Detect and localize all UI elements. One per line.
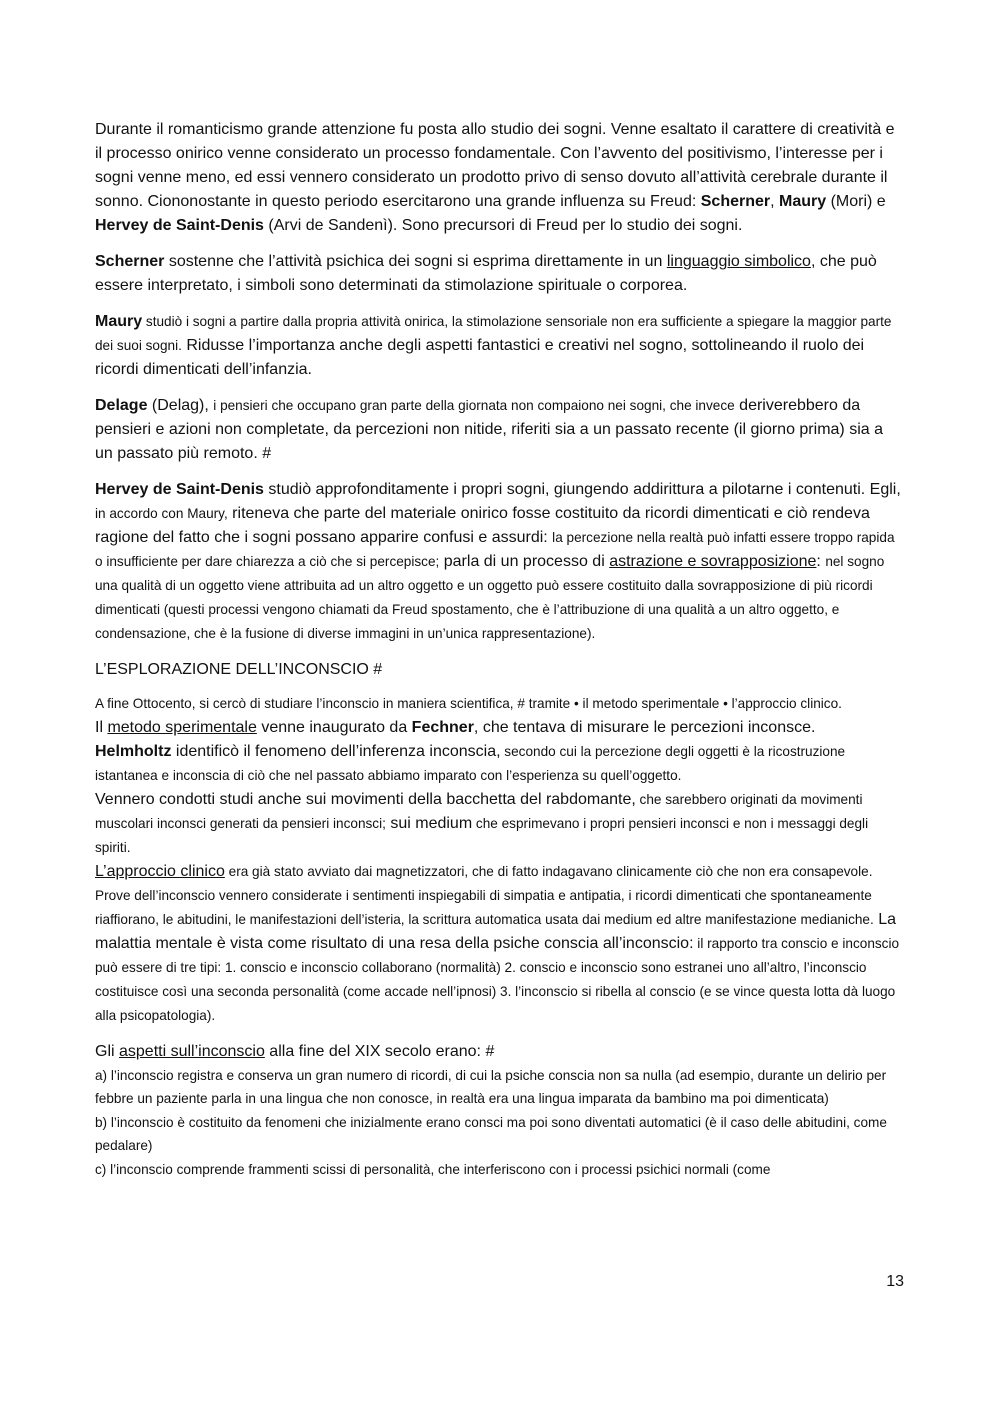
paragraph-rabdomante	[95, 788, 905, 860]
text: , che può essere interpretato, i simboli sono determinati da stimolazione spirituale o corporea.	[95, 253, 877, 294]
text: studiò approfonditamente i propri sogni, giungendo addirittura a pilotarne i contenuti. Egli,	[263, 481, 901, 498]
paragraph-hervey	[95, 478, 905, 646]
underlined-approccio-clinico: L’approccio clinico	[95, 862, 225, 880]
text: deriverebbero da pensieri e azioni non completate, da percezioni non nitide, riferiti sia a un passato recente (il giorno prima) sia a un passato più remoto. #	[95, 397, 883, 462]
small-text: era già stato avviato dai magnetizzatori, che di fatto indagavano clinicamente ciò che non era consapevole. Prove dell’inconscio vennero considerate i sentimenti inspiegabili di simpatia e antipatia, i ricordi dimenticati che spontaneamente riaffiorano, le abitudini, le manifestazioni dell’isteria, la scrittura automatica usata dai medium ed altre manifestazione medianiche.	[95, 863, 874, 927]
text: Vennero condotti studi anche sui movimenti della bacchetta del rabdomante,	[95, 790, 636, 808]
small-text: studiò i sogni a partire dalla propria attività onirica, la stimolazione sensoriale non era sufficiente a spiegare la maggior parte dei suoi sogni.	[95, 314, 892, 353]
text: parla di un processo di	[439, 553, 610, 570]
bold-hervey: Hervey de Saint-Denis	[95, 217, 264, 234]
paragraph-metodo-sperimentale	[95, 716, 905, 740]
underlined-aspetti-inconscio: aspetti sull’inconscio	[119, 1042, 265, 1060]
text: Durante il romanticismo grande attenzione fu posta allo studio dei sogni. Venne esaltato il carattere di creatività e il processo onirico venne considerato un processo fondamentale. Con l’avvento del positivismo, l’interesse per i sogni venne meno, ed essi vennero considerato un prodotto privo di senso dovuto all’attività cerebrale durante il sonno. Ciononostante in questo periodo esercitarono una grande influenza su Freud:	[95, 121, 895, 210]
small-text: che sarebbero originati da movimenti muscolari inconsci generati da pensieri inconsci;	[95, 791, 863, 831]
text: venne inaugurato da	[256, 718, 412, 736]
text: Gli	[95, 1042, 119, 1060]
small-text: la percezione nella realtà può infatti essere troppo rapida o insufficiente per dare chiarezza a ciò che si percepisce;	[95, 530, 895, 569]
small-text: secondo cui la percezione degli oggetti è la ricostruzione istantanea e inconscia di ciò che nel passato abbiamo imparato con l’esperienza su quell’oggetto.	[95, 743, 846, 783]
page-number: 13	[886, 1273, 904, 1290]
text: (Mori) e	[826, 193, 886, 210]
paragraph-approccio-clinico	[95, 860, 905, 1028]
small-text: nel sogno una qualità di un oggetto viene attribuita ad un altro oggetto e un oggetto può essere costituito dalla sovrapposizione di più ricordi dimenticati (questi processi vengono chiamati da Freud spostamento, che è l’attribuzione di una qualità a un altro oggetto, e condensazione, che è la fusione di diverse immagini in un’unica rappresentazione).	[95, 554, 885, 641]
paragraph-fine-ottocento	[95, 692, 905, 716]
bold-helmholtz: Helmholtz	[95, 742, 172, 760]
text: alla fine del XIX secolo erano: #	[264, 1042, 495, 1060]
paragraph-helmholtz	[95, 740, 905, 788]
text: (Delag),	[147, 397, 214, 414]
bold-hervey: Hervey de Saint-Denis	[95, 481, 264, 498]
text: sui medium	[385, 814, 473, 832]
text: :	[816, 553, 826, 570]
bold-fechner: Fechner	[411, 718, 474, 736]
underlined-metodo-sperimentale: metodo sperimentale	[107, 718, 257, 736]
bold-maury: Maury	[779, 193, 827, 210]
small-text: A fine Ottocento, si cercò di studiare l’inconscio in maniera scientifica, # tramite • il metodo sperimentale • l’approccio clinico.	[95, 696, 842, 711]
text: sostenne che l’attività psichica dei sogni si esprima direttamente in un	[164, 253, 667, 270]
text: riteneva che parte del materiale onirico fosse costituito da ricordi dimenticati e ciò rendeva ragione del fatto che i sogni possano apparire confusi e assurdi:	[95, 505, 870, 546]
section-heading: L’ESPLORAZIONE DELL’INCONSCIO #	[95, 661, 383, 678]
small-text: che esprimevano i propri pensieri inconsci e non i messaggi degli spiriti.	[95, 815, 869, 855]
small-text: il rapporto tra conscio e inconscio può essere di tre tipi: 1. conscio e inconscio collaborano (normalità) 2. conscio e inconscio sono estranei uno all’altro, l’inconscio costituisce così una seconda personalità (come accade nell’ipnosi) 3. l’inconscio si ribella al conscio (e se vince questa lotta dà luogo alla psicopatologia).	[95, 935, 900, 1023]
text: Il	[95, 718, 108, 736]
list-item: c) l’inconscio comprende frammenti scissi di personalità, che interferiscono con i processi psichici normali (come	[95, 1161, 771, 1177]
bold-maury: Maury	[95, 313, 143, 330]
bold-scherner: Scherner	[700, 193, 771, 210]
text: ,	[770, 193, 780, 210]
document-page	[95, 118, 905, 1181]
bold-scherner: Scherner	[95, 253, 165, 270]
small-text: i pensieri che occupano gran parte della giornata non compaiono nei sogni, che invece	[213, 398, 735, 413]
paragraph-delage	[95, 394, 905, 466]
text: (Arvi de Sandenì). Sono precursori di Freud per lo studio dei sogni.	[263, 217, 743, 234]
text: La malattia mentale è vista come risultato di una resa della psiche conscia all’inconscio:	[95, 910, 897, 952]
text: , che tentava di misurare le percezioni inconsce.	[473, 718, 816, 736]
underlined-astrazione: astrazione e sovrapposizione	[609, 553, 817, 570]
list-item: b) l’inconscio è costituito da fenomeni che inizialmente erano consci ma poi sono diventati automatici (è il caso delle abitudini, come pedalare)	[95, 1114, 887, 1153]
text: Ridusse l’importanza anche degli aspetti fantastici e creativi nel sogno, sottolineando il ruolo dei ricordi dimenticati dell’infanzia.	[95, 337, 865, 378]
list-item: a) l’inconscio registra e conserva un gran numero di ricordi, di cui la psiche conscia non sa nulla (ad esempio, durante un delirio per febbre un paziente parla in una lingua che non conosce, in realtà era una lingua imparata da bambino ma poi dimenticata)	[95, 1067, 887, 1106]
paragraph-aspetti-inconscio	[95, 1040, 905, 1064]
paragraph-scherner	[95, 250, 905, 298]
bold-delage: Delage	[95, 397, 148, 414]
paragraph-maury	[95, 310, 905, 382]
paragraph-romanticism	[95, 118, 905, 238]
underlined-linguaggio-simbolico: linguaggio simbolico	[666, 253, 811, 270]
small-text: in accordo con Maury,	[95, 506, 228, 521]
text: identificò il fenomeno dell’inferenza inconscia,	[171, 742, 501, 760]
